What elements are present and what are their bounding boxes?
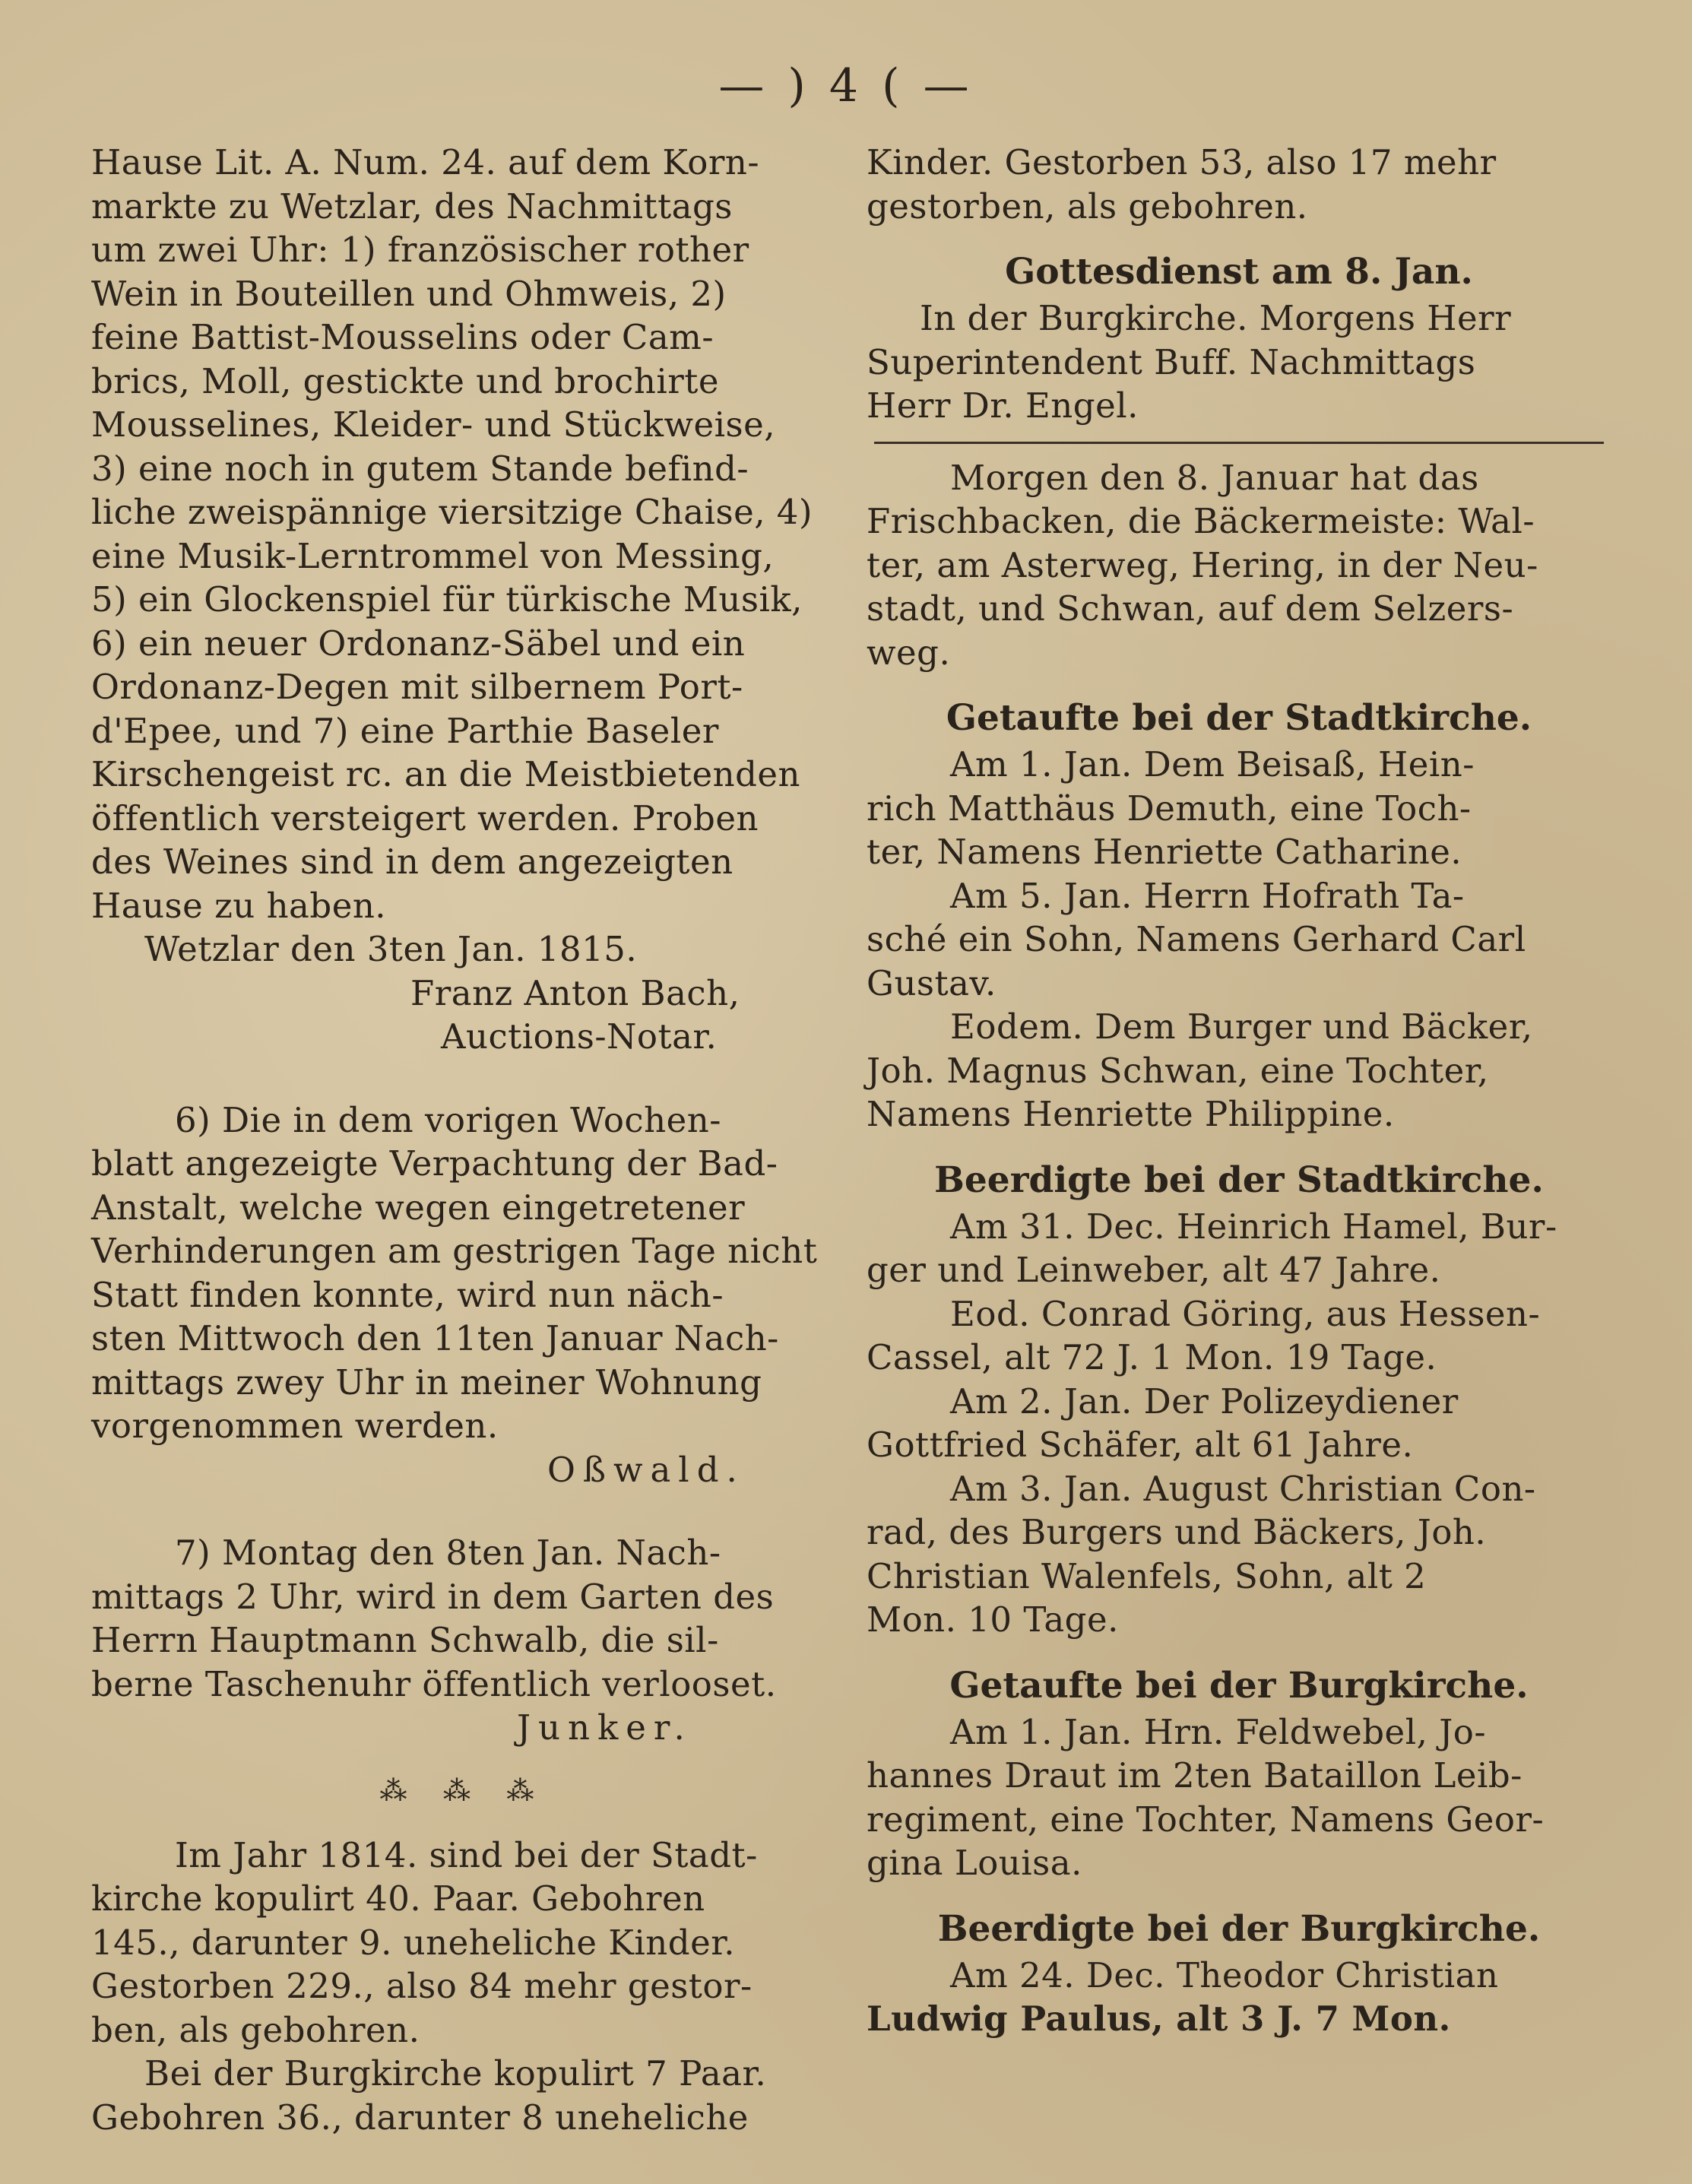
text-line: feine Battist-Mousselins oder Cam- <box>91 317 715 357</box>
text-line: vorgenommen werden. <box>91 1406 499 1446</box>
section-heading: Beerdigte bei der Burgkirche. <box>937 1907 1541 1950</box>
auction-notice-text <box>91 141 836 1059</box>
text-line: Joh. Magnus Schwan, eine Tochter, <box>867 1050 1489 1091</box>
text-line: Kirschengeist rc. an die Meistbietenden <box>91 754 801 794</box>
church-statistics <box>91 1834 836 2140</box>
text-line: Gottfried Schäfer, alt 61 Jahre. <box>867 1425 1414 1465</box>
section-heading: Beerdigte bei der Stadtkirche. <box>934 1159 1544 1201</box>
text-line: Verhinderungen am gestrigen Tage nicht <box>91 1231 818 1271</box>
text-line: ter, am Asterweg, Hering, in der Neu- <box>867 544 1538 585</box>
left-column <box>91 141 836 2139</box>
section-heading: Getaufte bei der Burgkirche. <box>949 1664 1529 1707</box>
section-heading: Getaufte bei der Stadtkirche. <box>946 697 1532 739</box>
text-line: Herr Dr. Engel. <box>867 385 1139 426</box>
text-line: Am 3. Jan. August Christian Con- <box>950 1468 1536 1509</box>
text-line: hannes Draut im 2ten Bataillon Leib- <box>867 1755 1522 1796</box>
text-line: Mousselines, Kleider- und Stückweise, <box>91 404 776 445</box>
text-line: Statt finden konnte, wird nun näch- <box>91 1274 724 1315</box>
text-line: stadt, und Schwan, auf dem Selzers- <box>867 588 1514 629</box>
text-line: Bei der Burgkirche kopulirt 7 Paar. <box>144 2053 767 2094</box>
signature: Franz Anton Bach, <box>410 972 740 1013</box>
text-line: eine Musik-Lerntrommel von Messing, <box>91 535 775 576</box>
baking-notice <box>867 456 1611 675</box>
text-line: Am 2. Jan. Der Polizeydiener <box>950 1380 1459 1422</box>
text-line: Gebohren 36., darunter 8 uneheliche <box>91 2097 749 2138</box>
divider-rule <box>874 442 1604 444</box>
text-line: gestorben, als gebohren. <box>867 185 1308 227</box>
text-line: liche zweispännige viersitzige Chaise, 4) <box>91 492 813 532</box>
statistics-continued <box>867 141 1611 228</box>
burials-burgkirche <box>867 1954 1611 2041</box>
text-line: Am 31. Dec. Heinrich Hamel, Bur- <box>950 1206 1557 1247</box>
page-number: — ) 4 ( — <box>718 59 974 113</box>
text-line: mittags zwey Uhr in meiner Wohnung <box>91 1361 762 1403</box>
text-line: In der Burgkirche. Morgens Herr <box>920 298 1512 338</box>
text-line: Herrn Hauptmann Schwalb, die sil- <box>91 1620 719 1660</box>
text-line: Am 1. Jan. Dem Beisaß, Hein- <box>950 744 1475 785</box>
text-line: Ludwig Paulus, alt 3 J. 7 Mon. <box>867 1999 1451 2039</box>
text-line: Superintendent Buff. Nachmittags <box>867 341 1476 382</box>
text-line: Ordonanz-Degen mit silbernem Port- <box>91 667 743 707</box>
text-line: 145., darunter 9. uneheliche Kinder. <box>91 1922 736 1963</box>
date-line: Wetzlar den 3ten Jan. 1815. <box>144 929 638 969</box>
text-line: Eodem. Dem Burger und Bäcker, <box>950 1006 1533 1047</box>
text-line: 3) eine noch in gutem Stande befind- <box>91 448 749 489</box>
text-line: kirche kopulirt 40. Paar. Gebohren <box>91 1878 705 1919</box>
text-line: Hause zu haben. <box>91 885 387 926</box>
notice-7 <box>91 1531 836 1750</box>
text-line: d'Epee, und 7) eine Parthie Baseler <box>91 710 719 751</box>
burials-stadtkirche <box>867 1205 1611 1642</box>
service-text <box>867 296 1611 428</box>
text-line: ter, Namens Henriette Catharine. <box>867 832 1462 872</box>
text-line: Gustav. <box>867 962 997 1003</box>
text-line: Im Jahr 1814. sind bei der Stadt- <box>175 1834 758 1875</box>
text-line: 7) Montag den 8ten Jan. Nach- <box>175 1533 721 1573</box>
text-line: Christian Walenfels, Sohn, alt 2 <box>867 1555 1427 1596</box>
text-line: sché ein Sohn, Namens Gerhard Carl <box>867 919 1526 959</box>
text-line: Wein in Bouteillen und Ohmweis, 2) <box>91 273 727 314</box>
text-line: Gestorben 229., also 84 mehr gestor- <box>91 1966 753 2006</box>
text-line: Anstalt, welche wegen eingetretener <box>91 1187 746 1228</box>
signature: Junker. <box>517 1707 692 1748</box>
text-line: 5) ein Glockenspiel für türkische Musik, <box>91 579 803 620</box>
text-line: Frischbacken, die Bäckermeiste: Wal- <box>867 501 1535 541</box>
text-line: öffentlich versteigert werden. Proben <box>91 797 759 838</box>
text-line: Namens Henriette Philippine. <box>867 1094 1395 1134</box>
baptisms-burgkirche <box>867 1710 1611 1885</box>
notice-6 <box>91 1098 836 1492</box>
text-line: 6) Die in dem vorigen Wochen- <box>175 1099 721 1140</box>
text-line: Eod. Conrad Göring, aus Hessen- <box>950 1293 1541 1334</box>
text-line: Morgen den 8. Januar hat das <box>950 457 1479 498</box>
right-column <box>867 141 1611 2041</box>
text-line: Mon. 10 Tage. <box>867 1599 1119 1640</box>
baptisms-stadtkirche <box>867 743 1611 1136</box>
text-line: rich Matthäus Demuth, eine Toch- <box>867 788 1472 829</box>
section-heading: Gottesdienst am 8. Jan. <box>1005 251 1473 293</box>
text-line: des Weines sind in dem angezeigten <box>91 842 734 882</box>
text-line: gina Louisa. <box>867 1843 1082 1883</box>
stars-divider: ⁂ ⁂ ⁂ <box>379 1775 548 1807</box>
text-line: Kinder. Gestorben 53, also 17 mehr <box>867 142 1497 182</box>
text-line: sten Mittwoch den 11ten Januar Nach- <box>91 1318 779 1358</box>
text-line: regiment, eine Tochter, Namens Geor- <box>867 1799 1545 1840</box>
text-line: brics, Moll, gestickte und brochirte <box>91 360 719 401</box>
text-line: weg. <box>867 632 951 673</box>
text-line: Am 5. Jan. Herrn Hofrath Ta- <box>950 875 1465 916</box>
text-line: rad, des Burgers und Bäckers, Joh. <box>867 1512 1487 1552</box>
text-line: Cassel, alt 72 J. 1 Mon. 19 Tage. <box>867 1337 1437 1377</box>
text-line: Am 24. Dec. Theodor Christian <box>950 1954 1499 1995</box>
text-line: blatt angezeigte Verpachtung der Bad- <box>91 1143 778 1184</box>
text-line: um zwei Uhr: 1) französischer rother <box>91 230 749 270</box>
text-line: Am 1. Jan. Hrn. Feldwebel, Jo- <box>950 1711 1487 1752</box>
signature-title: Auctions-Notar. <box>441 1016 718 1057</box>
text-line: Hause Lit. A. Num. 24. auf dem Korn- <box>91 142 760 182</box>
text-line: 6) ein neuer Ordonanz-Säbel und ein <box>91 623 746 664</box>
signature: Oßwald. <box>547 1449 745 1490</box>
text-line: markte zu Wetzlar, des Nachmittags <box>91 185 733 227</box>
text-line: mittags 2 Uhr, wird in dem Garten des <box>91 1576 775 1617</box>
text-line: ger und Leinweber, alt 47 Jahre. <box>867 1250 1441 1290</box>
text-line: ben, als gebohren. <box>91 2009 420 2050</box>
text-line: berne Taschenuhr öffentlich verlooset. <box>91 1663 777 1704</box>
